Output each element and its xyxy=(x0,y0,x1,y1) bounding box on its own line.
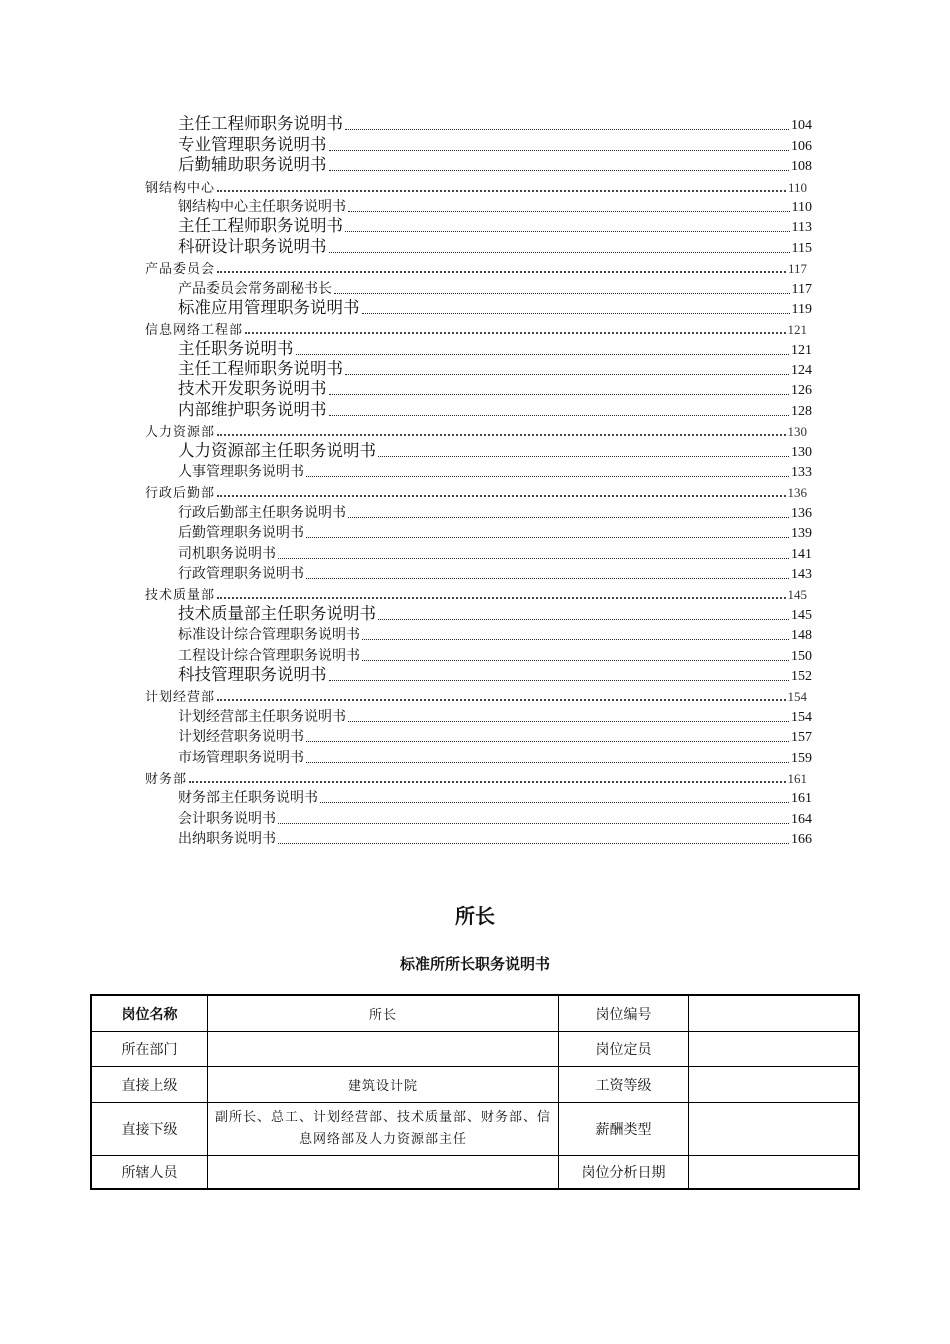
toc-entry[interactable] xyxy=(178,298,812,318)
toc-page-number: 130 xyxy=(787,424,807,440)
toc-section-entry[interactable] xyxy=(145,767,807,787)
label-department: 所在部门 xyxy=(91,1032,208,1067)
toc-leader-dots xyxy=(217,494,785,497)
toc-entry[interactable] xyxy=(178,155,812,175)
toc-leader-dots xyxy=(217,270,786,273)
toc-leader-dots xyxy=(278,557,789,559)
toc-page-number: 133 xyxy=(791,465,812,481)
toc-leader-dots xyxy=(245,331,785,334)
toc-leader-dots xyxy=(217,189,786,192)
toc-entry[interactable] xyxy=(178,726,812,746)
toc-page-number: 145 xyxy=(791,607,812,623)
toc-leader-dots xyxy=(345,373,789,375)
toc-entry[interactable] xyxy=(178,440,812,460)
toc-page-number: 157 xyxy=(791,730,812,746)
toc-leader-dots xyxy=(329,149,790,151)
table-row xyxy=(91,995,859,1032)
toc-entry-title: 标准设计综合管理职务说明书 xyxy=(178,627,360,644)
toc-entry-title: 专业管理职务说明书 xyxy=(178,134,327,154)
toc-leader-dots xyxy=(306,740,789,742)
toc-entry-title: 市场管理职务说明书 xyxy=(178,749,304,766)
toc-entry-title: 行政后勤部主任职务说明书 xyxy=(178,504,346,521)
toc-page-number: 126 xyxy=(791,383,812,399)
toc-leader-dots xyxy=(306,536,789,538)
value-direct-subordinates: 副所长、总工、计划经营部、技术质量部、财务部、信息网络部及人力资源部主任 xyxy=(208,1103,559,1156)
toc-section-entry[interactable] xyxy=(145,257,807,277)
toc-entry[interactable] xyxy=(178,563,812,583)
job-info-table xyxy=(90,994,860,1190)
toc-leader-dots xyxy=(334,292,790,294)
toc-section-entry[interactable] xyxy=(145,685,807,705)
value-headcount xyxy=(689,1032,860,1067)
value-position-name: 所长 xyxy=(208,995,559,1032)
toc-entry-title: 技术开发职务说明书 xyxy=(178,379,327,399)
toc-entry[interactable] xyxy=(178,746,812,766)
toc-entry-title: 主任职务说明书 xyxy=(178,338,294,358)
toc-leader-dots xyxy=(362,659,789,661)
toc-leader-dots xyxy=(306,761,789,763)
toc-entry[interactable] xyxy=(178,542,812,562)
toc-entry[interactable] xyxy=(178,665,812,685)
toc-page-number: 121 xyxy=(791,342,812,358)
label-headcount: 岗位定员 xyxy=(559,1032,689,1067)
toc-entry-title: 工程设计综合管理职务说明书 xyxy=(178,647,360,664)
label-staff-under: 所辖人员 xyxy=(91,1156,208,1190)
label-pay-type: 薪酬类型 xyxy=(559,1103,689,1156)
table-row xyxy=(91,1103,859,1156)
value-salary-grade xyxy=(689,1067,860,1103)
toc-entry[interactable] xyxy=(178,705,812,725)
toc-page-number: 136 xyxy=(787,485,807,501)
toc-page-number: 106 xyxy=(791,138,812,154)
toc-entry-title: 会计职务说明书 xyxy=(178,810,276,827)
toc-entry-title: 钢结构中心主任职务说明书 xyxy=(178,198,346,215)
value-position-code xyxy=(689,995,860,1032)
toc-page-number: 154 xyxy=(791,709,812,725)
toc-entry-title: 人力资源部主任职务说明书 xyxy=(178,440,376,460)
toc-entry[interactable] xyxy=(178,501,812,521)
toc-entry-title: 财务部 xyxy=(145,771,188,787)
toc-entry-title: 信息网络工程部 xyxy=(145,323,244,339)
table-of-contents xyxy=(0,114,950,848)
toc-leader-dots xyxy=(306,577,789,579)
toc-leader-dots xyxy=(378,618,789,620)
toc-leader-dots xyxy=(348,210,790,212)
toc-entry-title: 科技管理职务说明书 xyxy=(178,664,327,684)
toc-leader-dots xyxy=(348,516,789,518)
toc-leader-dots xyxy=(348,720,789,722)
toc-page-number: 141 xyxy=(791,546,812,562)
toc-page-number: 119 xyxy=(791,301,812,317)
toc-leader-dots xyxy=(362,638,789,640)
toc-page-number: 145 xyxy=(787,587,807,603)
table-row xyxy=(91,1156,859,1190)
toc-page-number: 139 xyxy=(791,526,812,542)
toc-leader-dots xyxy=(296,353,790,355)
toc-entry[interactable] xyxy=(178,787,812,807)
toc-page-number: 148 xyxy=(791,628,812,644)
toc-page-number: 128 xyxy=(791,403,812,419)
toc-page-number: 159 xyxy=(791,750,812,766)
toc-entry-title: 主任工程师职务说明书 xyxy=(178,359,343,379)
document-title: 标准所所长职务说明书 xyxy=(399,955,550,973)
toc-leader-dots xyxy=(329,679,790,681)
toc-page-number: 150 xyxy=(791,648,812,664)
toc-page-number: 152 xyxy=(791,668,812,684)
toc-page-number: 164 xyxy=(791,811,812,827)
toc-entry-title: 计划经营部 xyxy=(145,690,216,706)
toc-page-number: 161 xyxy=(787,770,807,786)
toc-entry[interactable] xyxy=(178,624,812,644)
toc-page-number: 110 xyxy=(787,179,807,195)
value-pay-type xyxy=(689,1103,860,1156)
toc-leader-dots xyxy=(329,393,790,395)
label-direct-superior: 直接上级 xyxy=(91,1067,208,1103)
table-row xyxy=(91,1067,859,1103)
toc-entry-title: 后勤辅助职务说明书 xyxy=(178,155,327,175)
value-department xyxy=(208,1032,559,1067)
label-position-code: 岗位编号 xyxy=(559,995,689,1032)
value-staff-under xyxy=(208,1156,559,1190)
toc-page-number: 117 xyxy=(787,261,807,277)
toc-page-number: 143 xyxy=(791,566,812,582)
value-direct-superior: 建筑设计院 xyxy=(208,1067,559,1103)
toc-leader-dots xyxy=(217,698,785,701)
toc-leader-dots xyxy=(329,251,790,253)
toc-entry[interactable] xyxy=(178,236,812,256)
toc-page-number: 108 xyxy=(791,159,812,175)
toc-page-number: 136 xyxy=(791,505,812,521)
toc-entry-title: 主任工程师职务说明书 xyxy=(178,216,343,236)
toc-page-number: 161 xyxy=(791,791,812,807)
toc-leader-dots xyxy=(320,801,789,803)
toc-entry-title: 内部维护职务说明书 xyxy=(178,399,327,419)
toc-entry[interactable] xyxy=(178,603,812,623)
label-salary-grade: 工资等级 xyxy=(559,1067,689,1103)
toc-entry-title: 钢结构中心 xyxy=(145,180,216,196)
toc-entry-title: 计划经营职务说明书 xyxy=(178,729,304,746)
toc-leader-dots xyxy=(278,842,789,844)
section-title: 所长 xyxy=(455,904,495,928)
toc-entry-title: 科研设计职务说明书 xyxy=(178,236,327,256)
toc-entry-title: 人事管理职务说明书 xyxy=(178,464,304,481)
toc-entry-title: 产品委员会常务副秘书长 xyxy=(178,280,332,297)
toc-entry-title: 行政后勤部 xyxy=(145,486,216,502)
toc-leader-dots xyxy=(306,475,789,477)
toc-entry[interactable] xyxy=(178,522,812,542)
toc-section-entry[interactable] xyxy=(145,481,807,501)
toc-entry-title: 司机职务说明书 xyxy=(178,545,276,562)
toc-entry-title: 出纳职务说明书 xyxy=(178,831,276,848)
toc-entry-title: 财务部主任职务说明书 xyxy=(178,790,318,807)
toc-page-number: 117 xyxy=(791,281,812,297)
toc-page-number: 115 xyxy=(791,240,812,256)
toc-entry[interactable] xyxy=(178,807,812,827)
table-row xyxy=(91,1032,859,1067)
toc-entry[interactable] xyxy=(178,828,812,848)
toc-leader-dots xyxy=(378,455,789,457)
toc-page-number: 113 xyxy=(791,220,812,236)
toc-page-number: 121 xyxy=(787,322,807,338)
toc-page-number: 130 xyxy=(791,444,812,460)
toc-page-number: 110 xyxy=(791,199,812,215)
toc-leader-dots xyxy=(329,414,790,416)
toc-entry-title: 计划经营部主任职务说明书 xyxy=(178,708,346,725)
toc-entry-title: 人力资源部 xyxy=(145,425,216,441)
toc-entry-title: 后勤管理职务说明书 xyxy=(178,525,304,542)
toc-leader-dots xyxy=(345,230,790,232)
toc-entry-title: 产品委员会 xyxy=(145,262,216,278)
toc-leader-dots xyxy=(362,312,790,314)
toc-leader-dots xyxy=(345,128,789,130)
toc-page-number: 154 xyxy=(787,689,807,705)
toc-entry-title: 标准应用管理职务说明书 xyxy=(178,297,360,317)
toc-page-number: 104 xyxy=(791,118,812,134)
toc-leader-dots xyxy=(189,780,785,783)
toc-page-number: 166 xyxy=(791,832,812,848)
label-direct-subordinates: 直接下级 xyxy=(91,1103,208,1156)
toc-entry-title: 技术质量部 xyxy=(145,588,216,604)
toc-leader-dots xyxy=(329,169,790,171)
toc-entry[interactable] xyxy=(178,461,812,481)
toc-section-entry[interactable] xyxy=(145,175,807,195)
toc-entry-title: 行政管理职务说明书 xyxy=(178,565,304,582)
toc-entry-title: 技术质量部主任职务说明书 xyxy=(178,603,376,623)
label-analysis-date: 岗位分析日期 xyxy=(559,1156,689,1190)
value-analysis-date xyxy=(689,1156,860,1190)
label-position-name: 岗位名称 xyxy=(91,995,208,1032)
toc-entry-title: 主任工程师职务说明书 xyxy=(178,114,343,134)
toc-entry[interactable] xyxy=(178,399,812,419)
toc-page-number: 124 xyxy=(791,363,812,379)
toc-leader-dots xyxy=(278,822,789,824)
